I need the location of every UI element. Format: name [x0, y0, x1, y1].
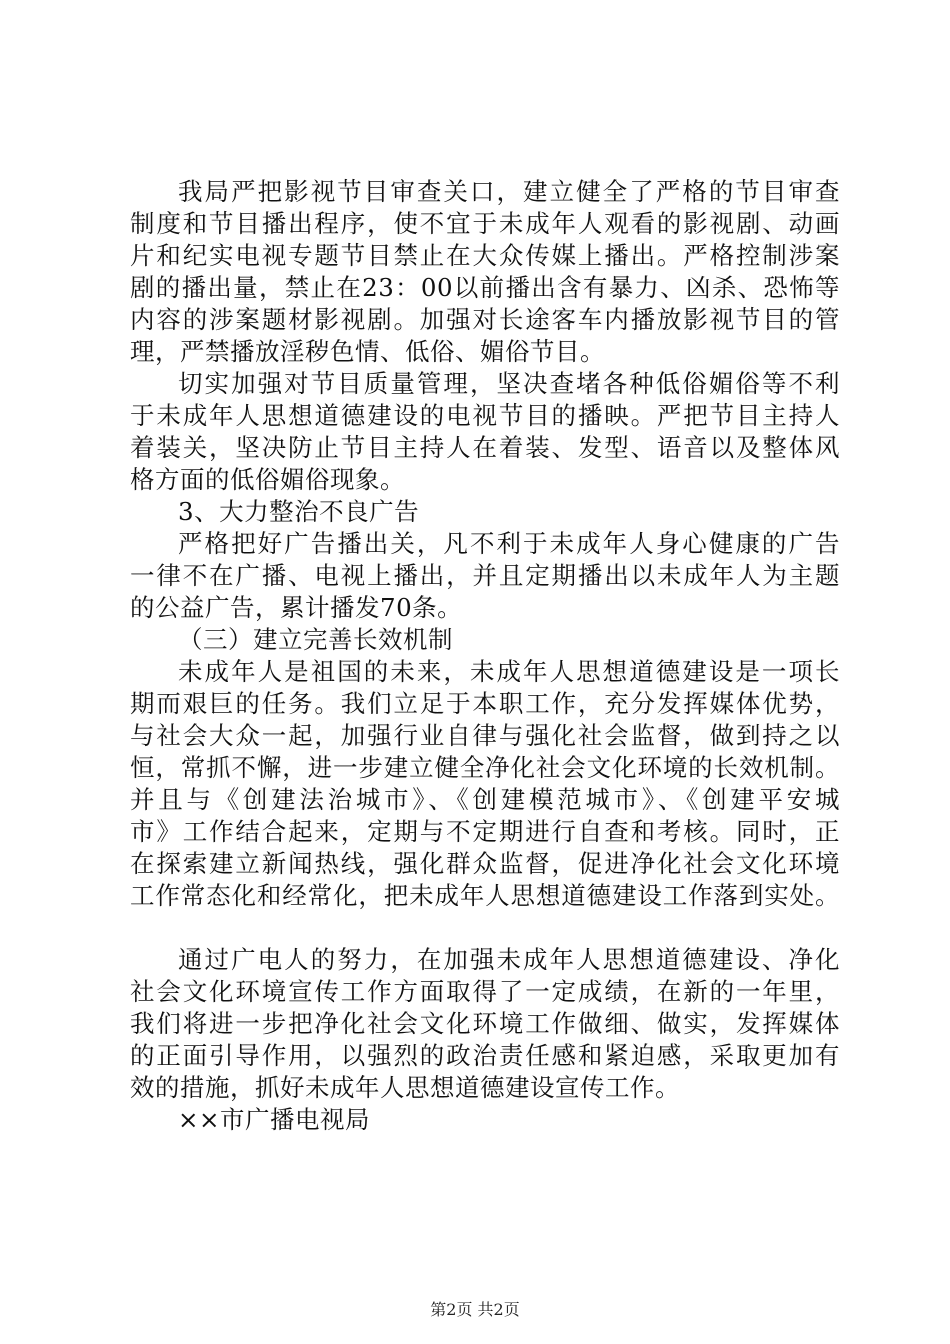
- paragraph-line: 未成年人是祖国的未来，未成年人思想道德建设是一项长: [178, 657, 840, 686]
- paragraph-line: 恒，常抓不懈，进一步建立健全净化社会文化环境的长效机制。: [130, 753, 840, 782]
- paragraph-line: 社会文化环境宣传工作方面取得了一定成绩，在新的一年里，: [130, 977, 840, 1006]
- signature-line: ××市广播电视局: [178, 1105, 371, 1134]
- section-heading: 3、大力整治不良广告: [178, 497, 420, 526]
- paragraph-line: 效的措施，抓好未成年人思想道德建设宣传工作。: [130, 1073, 680, 1102]
- paragraph-line: 通过广电人的努力，在加强未成年人思想道德建设、净化: [178, 945, 840, 974]
- paragraph-line: 制度和节目播出程序，使不宜于未成年人观看的影视剧、动画: [130, 209, 840, 238]
- paragraph-line: 市》工作结合起来，定期与不定期进行自查和考核。同时，正: [130, 817, 840, 846]
- paragraph-line: 一律不在广播、电视上播出，并且定期播出以未成年人为主题: [130, 561, 840, 590]
- paragraph-line: 理，严禁播放淫秽色情、低俗、媚俗节目。: [130, 337, 605, 366]
- paragraph-line: 着装关，坚决防止节目主持人在着装、发型、语音以及整体风: [130, 433, 840, 462]
- paragraph-line: 剧的播出量，禁止在23：00以前播出含有暴力、凶杀、恐怖等: [130, 273, 840, 302]
- paragraph-line: 严格把好广告播出关，凡不利于未成年人身心健康的广告: [178, 529, 840, 558]
- section-heading: （三）建立完善长效机制: [178, 625, 453, 654]
- paragraph-line: 于未成年人思想道德建设的电视节目的播映。严把节目主持人: [130, 401, 840, 430]
- paragraph-line: 的公益广告，累计播发70条。: [130, 593, 463, 622]
- paragraph-line: 内容的涉案题材影视剧。加强对长途客车内播放影视节目的管: [130, 305, 840, 334]
- paragraph-line: 与社会大众一起，加强行业自律与强化社会监督，做到持之以: [130, 721, 840, 750]
- page-number-footer: 第2页 共2页: [430, 1300, 520, 1319]
- paragraph-line: 格方面的低俗媚俗现象。: [130, 465, 405, 494]
- paragraph-line: 我局严把影视节目审查关口，建立健全了严格的节目审查: [178, 177, 840, 206]
- paragraph-line: 的正面引导作用，以强烈的政治责任感和紧迫感，采取更加有: [130, 1041, 840, 1070]
- paragraph-line: 我们将进一步把净化社会文化环境工作做细、做实，发挥媒体: [130, 1009, 840, 1038]
- paragraph-line: 切实加强对节目质量管理，坚决查堵各种低俗媚俗等不利: [178, 369, 840, 398]
- paragraph-line: 片和纪实电视专题节目禁止在大众传媒上播出。严格控制涉案: [130, 241, 840, 270]
- paragraph-line: 在探索建立新闻热线，强化群众监督，促进净化社会文化环境: [130, 849, 840, 878]
- paragraph-line: 并且与《创建法治城市》、《创建模范城市》、《创建平安城: [130, 785, 840, 814]
- paragraph-line: 工作常态化和经常化，把未成年人思想道德建设工作落到实处。: [130, 881, 840, 910]
- paragraph-line: 期而艰巨的任务。我们立足于本职工作，充分发挥媒体优势，: [130, 689, 840, 718]
